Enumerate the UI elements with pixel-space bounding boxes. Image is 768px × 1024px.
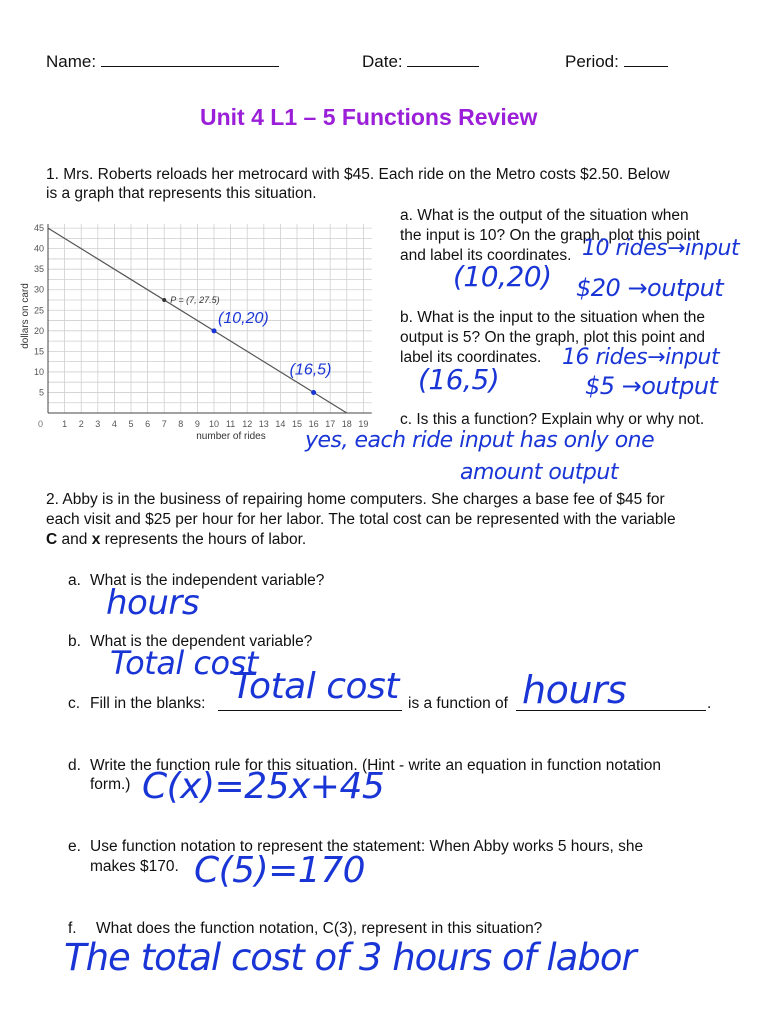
x-tick-label: 10 xyxy=(208,419,220,429)
q1-a-line2: the input is 10? On the graph, plot this point xyxy=(400,227,700,244)
period-blank[interactable] xyxy=(624,50,668,67)
q2c-text1: Fill in the blanks: xyxy=(90,695,206,712)
name-blank[interactable] xyxy=(101,50,279,67)
x-tick-label: 7 xyxy=(161,419,167,429)
q2a-text: What is the independent variable? xyxy=(90,572,325,589)
q1-c-text: c. Is this a function? Explain why or why not. xyxy=(400,411,705,428)
hw-q2e: C(5)=170 xyxy=(194,850,366,891)
date-blank[interactable] xyxy=(407,50,479,67)
q2-and: and xyxy=(57,531,92,548)
x-tick-label: 14 xyxy=(275,419,286,429)
y-tick-label: 20 xyxy=(33,325,44,336)
graph-axes xyxy=(48,224,372,413)
q1-a-line3: and label its coordinates. xyxy=(400,247,572,264)
q2b-text: What is the dependent variable? xyxy=(90,633,313,650)
q2e-line2: makes $170. xyxy=(90,858,179,875)
hw-q1c-line1: yes, each ride input has only one xyxy=(305,428,655,453)
x-tick-label: 15 xyxy=(291,419,303,429)
q2f-label: f. xyxy=(68,920,77,937)
hw-q2b: Total cost xyxy=(110,644,258,682)
hw-q1b-note1: 16 rides→input xyxy=(562,345,720,370)
x-axis-label: number of rides xyxy=(196,431,266,442)
y-tick-label: 30 xyxy=(33,284,44,295)
x-tick-label: 3 xyxy=(95,419,101,429)
x-tick-label: 8 xyxy=(178,419,184,429)
y-tick-label: 10 xyxy=(33,366,44,377)
q1-b-line3: label its coordinates. xyxy=(400,349,542,366)
x-tick-label: 9 xyxy=(194,419,200,429)
x-tick-label: 11 xyxy=(225,419,236,429)
y-tick-label: 45 xyxy=(33,223,44,234)
x-tick-label: 12 xyxy=(242,419,253,429)
name-label xyxy=(46,50,279,72)
x-tick-label: 5 xyxy=(128,419,134,429)
origin-tick-label: 0 xyxy=(38,419,44,429)
x-tick-label: 2 xyxy=(78,419,84,429)
x-tick-label: 13 xyxy=(258,419,269,429)
q1-prompt-line2: is a graph that represents this situation. xyxy=(46,185,317,202)
hw-q1a-note2: $20 →output xyxy=(576,274,724,302)
metrocard-graph xyxy=(14,216,390,444)
q2-var-x: x xyxy=(91,531,101,548)
q2d-label: d. xyxy=(68,757,81,774)
q2c-end: . xyxy=(707,695,712,712)
hw-q1a-coords: (10,20) xyxy=(453,260,552,293)
y-tick-label: 35 xyxy=(33,264,44,275)
data-point-label: P = (7, 27.5) xyxy=(170,295,220,306)
q2d-line1: Write the function rule for this situation. (Hint - write an equation in function notation xyxy=(90,757,661,774)
data-point xyxy=(162,298,166,302)
q2a-label: a. xyxy=(68,572,81,589)
q2e-label: e. xyxy=(68,838,81,855)
q2-var-c: C xyxy=(46,531,58,548)
q2e-line1: Use function notation to represent the statement: When Abby works 5 hours, she xyxy=(90,838,644,855)
data-point-label: (16,5) xyxy=(289,361,332,379)
q2d-line2: form.) xyxy=(90,776,131,793)
x-tick-label: 18 xyxy=(341,419,352,429)
hw-q1b-coords: (16,5) xyxy=(418,363,500,396)
x-tick-label: 6 xyxy=(145,419,151,429)
hw-q2d: C(x)=25x+45 xyxy=(142,766,385,807)
hw-q1a-note1: 10 rides→input xyxy=(582,236,740,261)
hw-q2f: The total cost of 3 hours of labor xyxy=(64,936,636,979)
q2c-label: c. xyxy=(68,695,81,712)
q2-prompt-line2: each visit and $25 per hour for her labor. The total cost can be represented with the variable xyxy=(46,511,676,528)
graph-grid xyxy=(48,224,372,413)
hw-q2c2: hours xyxy=(522,668,627,712)
y-tick-label: 15 xyxy=(33,346,44,357)
hw-q1c-line2: amount output xyxy=(460,460,618,485)
hw-q2c1: Total cost xyxy=(232,666,399,707)
data-point-label: (10,20) xyxy=(218,309,269,327)
data-point xyxy=(311,390,316,395)
q2f-text: What does the function notation, C(3), represent in this situation? xyxy=(96,920,543,937)
q1-a-line1: a. What is the output of the situation when xyxy=(400,207,689,224)
x-tick-label: 16 xyxy=(308,419,319,429)
name-label-text: Name: xyxy=(46,52,97,71)
period-label xyxy=(565,50,668,72)
y-tick-label: 40 xyxy=(33,243,44,254)
date-label xyxy=(362,50,479,72)
q2b-label: b. xyxy=(68,633,81,650)
x-tick-label: 4 xyxy=(111,419,117,429)
y-axis-label: dollars on card xyxy=(20,283,31,349)
q1-prompt-line1: 1. Mrs. Roberts reloads her metrocard with $45. Each ride on the Metro costs $2.50. Below xyxy=(46,166,670,183)
y-tick-label: 25 xyxy=(33,305,44,316)
date-label-text: Date: xyxy=(362,52,403,71)
page-title: Unit 4 L1 – 5 Functions Review xyxy=(200,104,538,130)
y-tick-label: 5 xyxy=(38,387,44,398)
x-tick-label: 1 xyxy=(62,419,68,429)
x-tick-label: 17 xyxy=(325,419,336,429)
period-label-text: Period: xyxy=(565,52,619,71)
q1-b-line2: output is 5? On the graph, plot this point and xyxy=(400,329,706,346)
hw-q2a: hours xyxy=(106,583,200,623)
q2c-text2: is a function of xyxy=(408,695,508,712)
hw-q1b-note2: $5 →output xyxy=(585,372,718,400)
q1-b-line1: b. What is the input to the situation when the xyxy=(400,309,706,326)
q2-prompt-end: represents the hours of labor. xyxy=(100,531,307,548)
q2-prompt-line1: 2. Abby is in the business of repairing home computers. She charges a base fee of $45 for xyxy=(46,491,665,508)
data-point xyxy=(212,328,217,333)
graph-ticks xyxy=(34,223,368,429)
x-tick-label: 19 xyxy=(358,419,369,429)
q2-prompt-line3 xyxy=(46,530,306,550)
